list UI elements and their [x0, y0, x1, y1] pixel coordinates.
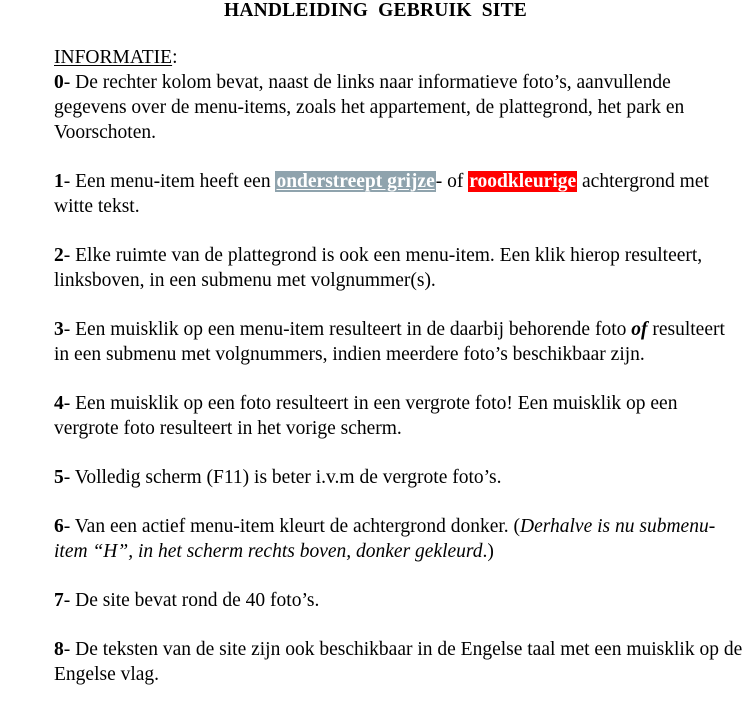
- item-text: - De site bevat rond de 40 foto’s.: [63, 590, 320, 611]
- item-text: - Van een actief menu-item kleurt de achtergrond donker. (: [63, 516, 521, 537]
- emphasis-of: of: [631, 319, 648, 340]
- item-number: 8: [54, 639, 64, 660]
- item-text: - Een muisklik op een menu-item resulteert in de daarbij behorende foto: [63, 319, 632, 340]
- item-number: 4: [54, 393, 64, 414]
- item-number: 6: [54, 516, 64, 537]
- section-heading-text: INFORMATIE: [54, 47, 173, 68]
- spacer: [54, 490, 744, 514]
- spacer: [54, 293, 744, 317]
- item-number: 5: [54, 467, 64, 488]
- info-item-4: [54, 391, 744, 441]
- spacer: [54, 564, 744, 588]
- document-title: HANDLEIDING GEBRUIK SITE: [223, 0, 528, 21]
- section-heading-colon: :: [172, 47, 178, 68]
- document-body: [54, 45, 744, 687]
- spacer: [54, 613, 744, 637]
- info-item-0: [54, 70, 744, 145]
- item-number: 3: [54, 319, 64, 340]
- spacer: [54, 219, 744, 243]
- section-heading: [54, 45, 744, 70]
- italic-note: Derhalve is nu submenu-item “H”, in het scherm rechts boven, donker gekleurd: [54, 516, 716, 562]
- item-text: - of: [435, 171, 469, 192]
- item-text: - Elke ruimte van de plattegrond is ook een menu-item. Een klik hierop resulteert, linksboven, in een submenu met volgnummer(s).: [54, 245, 703, 291]
- grey-menu-item-sample: onderstreept grijze: [276, 171, 435, 192]
- info-item-1: [54, 169, 744, 219]
- item-number: 2: [54, 245, 64, 266]
- info-item-6: [54, 514, 744, 564]
- red-menu-item-sample: roodkleurige: [469, 171, 577, 192]
- spacer: [54, 145, 744, 169]
- item-text: - De rechter kolom bevat, naast de links naar informatieve foto’s, aanvullende gegevens over de menu-items, zoals het appartement, de plattegrond, het park en Voorschoten.: [54, 72, 685, 143]
- item-text: - Een muisklik op een foto resulteert in een vergrote foto! Een muisklik op een vergrote foto resulteert in het vorige scherm.: [54, 393, 678, 439]
- info-item-8: [54, 637, 744, 687]
- item-number: 7: [54, 590, 64, 611]
- item-number: 0: [54, 72, 64, 93]
- item-text: - Volledig scherm (F11) is beter i.v.m de vergrote foto’s.: [63, 467, 502, 488]
- info-item-2: [54, 243, 744, 293]
- spacer: [54, 441, 744, 465]
- item-number: 1: [54, 171, 64, 192]
- item-text: achtergrond met witte tekst.: [54, 171, 709, 217]
- info-item-5: [54, 465, 744, 490]
- item-text: - Een menu-item heeft een: [63, 171, 276, 192]
- item-text: - De teksten van de site zijn ook beschikbaar in de Engelse taal met een muisklik op de Engelse vlag.: [54, 639, 743, 685]
- info-item-7: [54, 588, 744, 613]
- item-text: .): [482, 541, 494, 562]
- spacer: [54, 367, 744, 391]
- item-text: resulteert in een submenu met volgnummers, indien meerdere foto’s beschikbaar zijn.: [54, 319, 725, 365]
- info-item-3: [54, 317, 744, 367]
